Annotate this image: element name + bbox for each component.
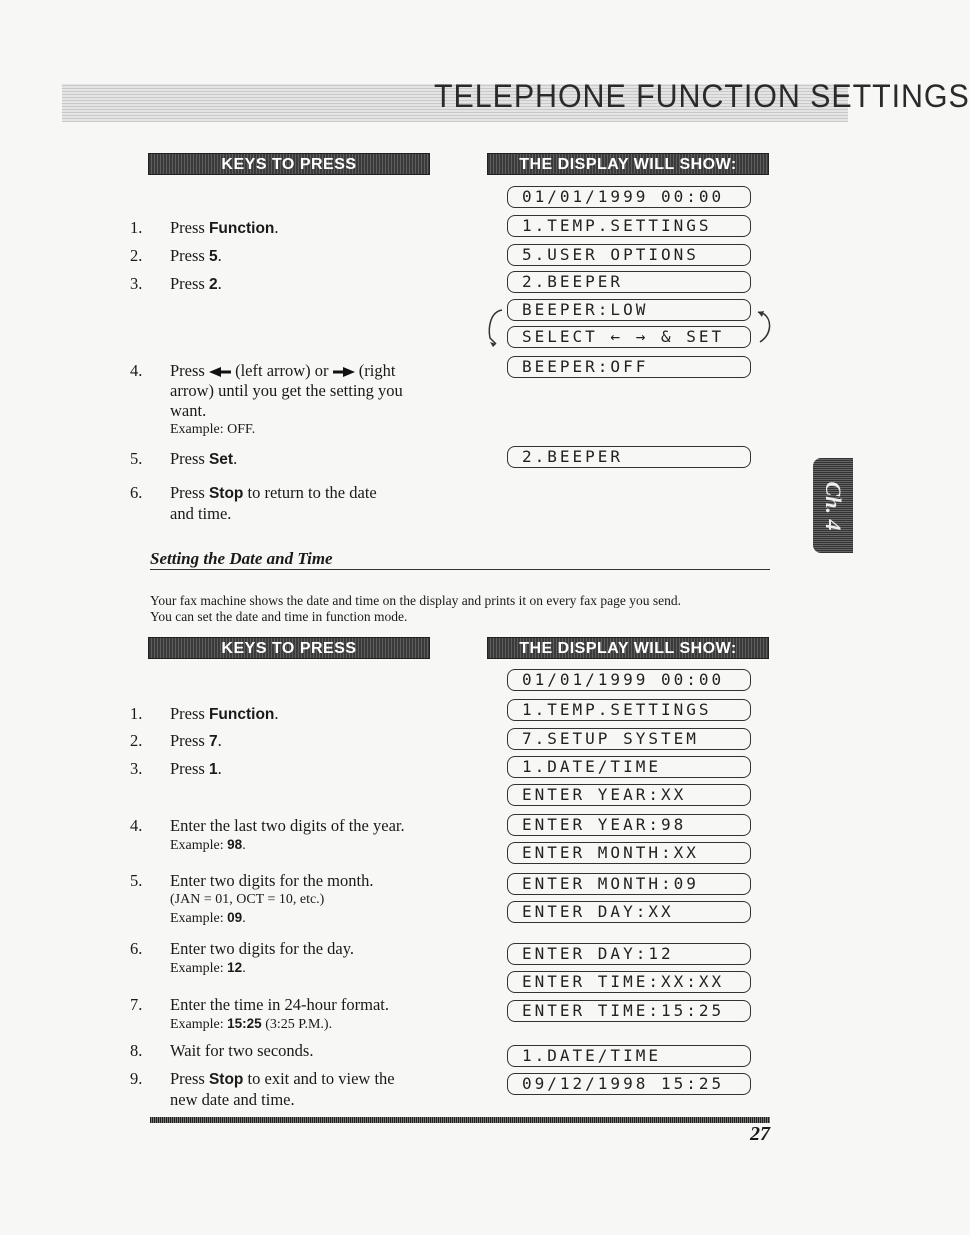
step: 5. Press Set. <box>130 449 238 468</box>
left-arrow-icon <box>209 367 231 377</box>
lcd-display: BEEPER:LOW <box>507 299 751 321</box>
lcd-display: 01/01/1999 00:00 <box>507 669 751 691</box>
step: 6. Enter two digits for the day. Example: 12. <box>130 939 355 976</box>
alternating-display-left-bracket-icon <box>482 306 508 350</box>
lcd-display: 01/01/1999 00:00 <box>507 186 751 208</box>
lcd-display: ENTER TIME:15:25 <box>507 1000 751 1022</box>
display-will-show-bar: THE DISPLAY WILL SHOW: <box>487 153 769 175</box>
keys-to-press-bar: KEYS TO PRESS <box>148 637 430 659</box>
step: 6. Press Stop to return to the date and time. <box>130 483 377 523</box>
footer-band <box>150 1117 770 1123</box>
lcd-display: 1.TEMP.SETTINGS <box>507 215 751 237</box>
step: 3. Press 1. <box>130 759 222 778</box>
step: 5. Enter two digits for the month. (JAN = 01, OCT = 10, etc.) Example: 09. <box>130 871 374 926</box>
lcd-display: 5.USER OPTIONS <box>507 244 751 266</box>
lcd-display: BEEPER:OFF <box>507 356 751 378</box>
right-arrow-icon <box>333 367 355 377</box>
lcd-display: ENTER MONTH:XX <box>507 842 751 864</box>
step: 4. Press (left arrow) or (right arrow) until you get the setting you want. Example: OFF. <box>130 361 403 437</box>
step: 4. Enter the last two digits of the year. Example: 98. <box>130 816 405 853</box>
step: 3. Press 2. <box>130 274 222 293</box>
lcd-display: ENTER YEAR:98 <box>507 814 751 836</box>
lcd-display: 7.SETUP SYSTEM <box>507 728 751 750</box>
step: 7. Enter the time in 24-hour format. Example: 15:25 (3:25 P.M.). <box>130 995 390 1032</box>
intro-text: Your fax machine shows the date and time on the display and prints it on every fax page you send. You can set the date and time in function mode. <box>150 593 682 624</box>
step: 1. Press Function. <box>130 218 279 237</box>
lcd-display: ENTER MONTH:09 <box>507 873 751 895</box>
display-will-show-bar: THE DISPLAY WILL SHOW: <box>487 637 769 659</box>
page-number: 27 <box>750 1123 770 1145</box>
lcd-display: 1.TEMP.SETTINGS <box>507 699 751 721</box>
section-heading: Setting the Date and Time <box>150 549 333 568</box>
step: 2. Press 5. <box>130 246 222 265</box>
alternating-display-right-bracket-icon <box>752 306 778 350</box>
step: 9. Press Stop to exit and to view the new date and time. <box>130 1069 395 1109</box>
step: 1. Press Function. <box>130 704 279 723</box>
lcd-display: ENTER DAY:XX <box>507 901 751 923</box>
lcd-display: ENTER TIME:XX:XX <box>507 971 751 993</box>
heading-rule <box>150 569 770 570</box>
lcd-display: 2.BEEPER <box>507 446 751 468</box>
lcd-display: 09/12/1998 15:25 <box>507 1073 751 1095</box>
lcd-display: SELECT ← → & SET <box>507 326 751 348</box>
step: 2. Press 7. <box>130 731 222 750</box>
page-header-title: TELEPHONE FUNCTION SETTINGS <box>434 78 970 114</box>
lcd-display: 1.DATE/TIME <box>507 1045 751 1067</box>
chapter-tab: Ch. 4 <box>813 458 853 553</box>
keys-to-press-bar: KEYS TO PRESS <box>148 153 430 175</box>
lcd-display: 1.DATE/TIME <box>507 756 751 778</box>
lcd-display: 2.BEEPER <box>507 271 751 293</box>
lcd-display: ENTER DAY:12 <box>507 943 751 965</box>
step: 8. Wait for two seconds. <box>130 1041 314 1060</box>
header-band <box>62 78 970 122</box>
lcd-display: ENTER YEAR:XX <box>507 784 751 806</box>
